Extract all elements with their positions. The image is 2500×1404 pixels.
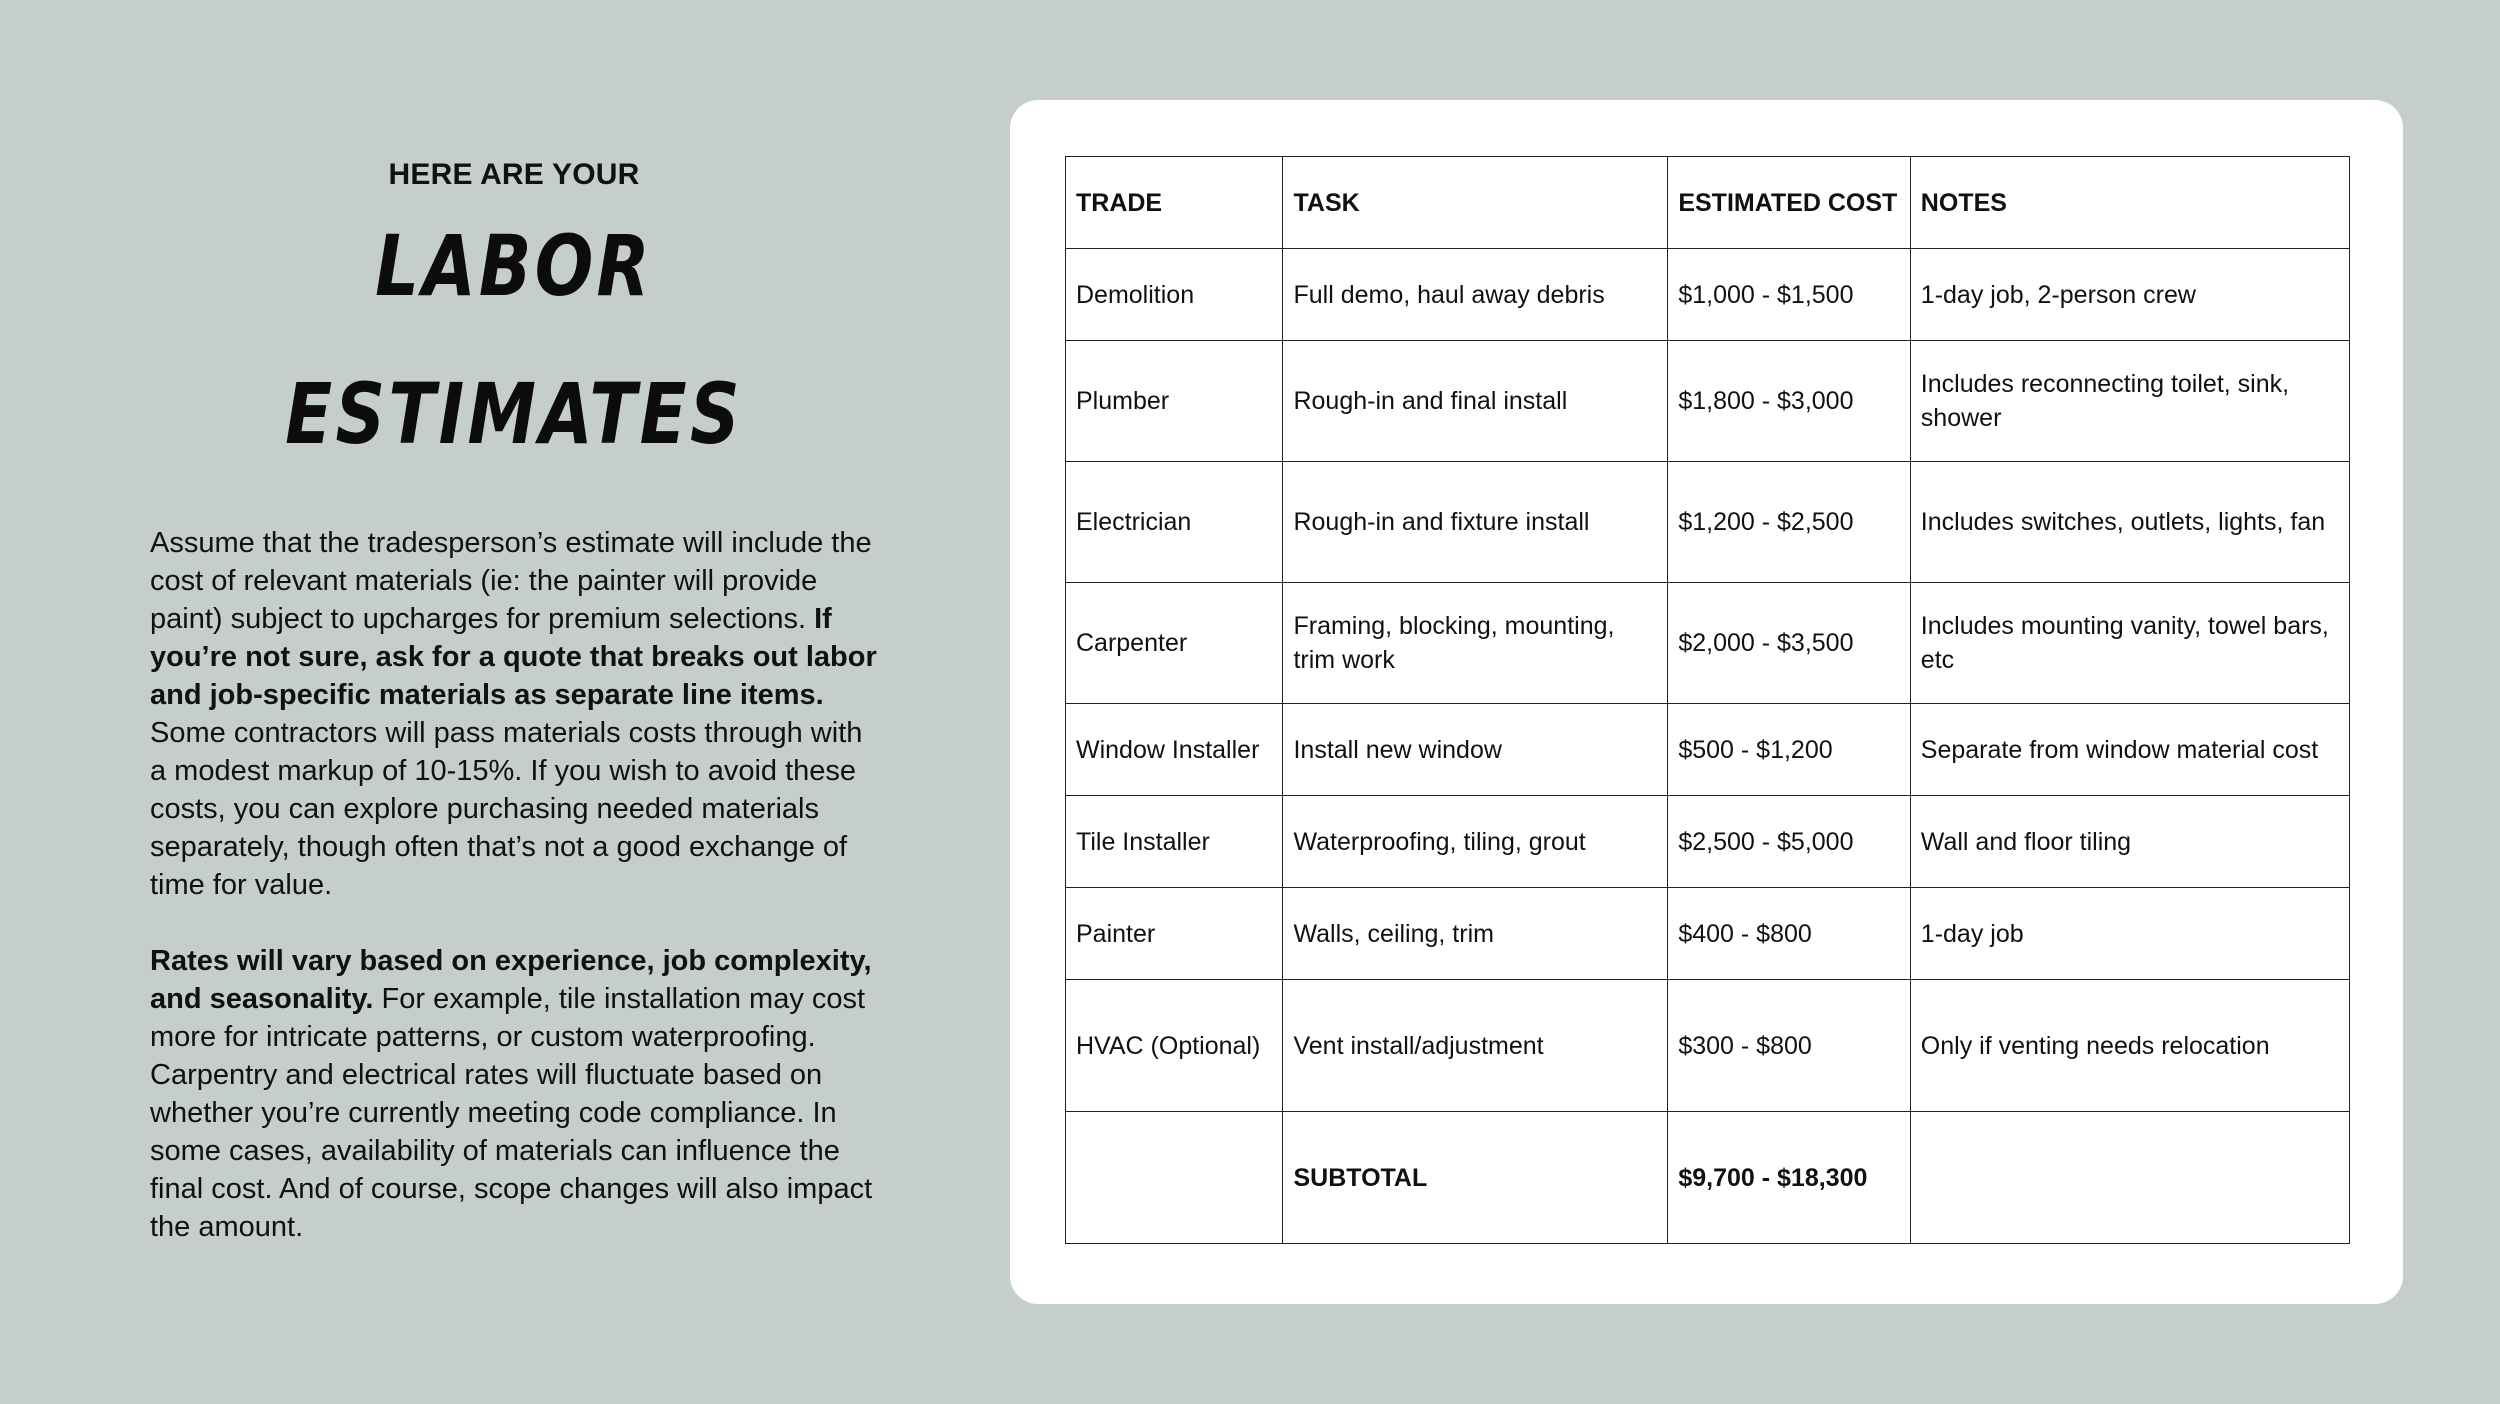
- subtotal-notes-cell: [1910, 1112, 2349, 1244]
- cell-trade: Painter: [1066, 888, 1283, 980]
- cell-trade: Window Installer: [1066, 704, 1283, 796]
- table-header-row: [1066, 157, 2350, 249]
- table-row: [1066, 888, 2350, 980]
- cell-trade: Demolition: [1066, 249, 1283, 341]
- cell-cost: $500 - $1,200: [1668, 704, 1910, 796]
- cell-task: Full demo, haul away debris: [1283, 249, 1668, 341]
- cell-notes: Separate from window material cost: [1910, 704, 2349, 796]
- cell-notes: 1-day job: [1910, 888, 2349, 980]
- cell-notes: Wall and floor tiling: [1910, 796, 2349, 888]
- cell-cost: $2,000 - $3,500: [1668, 583, 1910, 704]
- cell-notes: Includes reconnecting toilet, sink, shower: [1910, 341, 2349, 462]
- header-task: TASK: [1283, 157, 1668, 249]
- cell-notes: Includes switches, outlets, lights, fan: [1910, 462, 2349, 583]
- intro-column: [150, 150, 878, 1246]
- cell-task: Waterproofing, tiling, grout: [1283, 796, 1668, 888]
- cell-task: Vent install/adjustment: [1283, 980, 1668, 1112]
- header-estimated-cost: ESTIMATED COST: [1668, 157, 1910, 249]
- table-row: [1066, 583, 2350, 704]
- cell-task: Rough-in and fixture install: [1283, 462, 1668, 583]
- estimate-card: [1010, 100, 2403, 1304]
- subtotal-trade-cell: [1066, 1112, 1283, 1244]
- table-row: [1066, 796, 2350, 888]
- paragraph-materials-text-b: Some contractors will pass materials costs through with a modest markup of 10-15%. If you wish to avoid these costs, you can explore purchasing needed materials separately, though often that’s not a good exchange of time for value.: [150, 717, 863, 901]
- cell-cost: $1,200 - $2,500: [1668, 462, 1910, 583]
- title-line-estimates: ESTIMATES: [285, 365, 743, 463]
- paragraph-rates-text-b: For example, tile installation may cost more for intricate patterns, or custom waterproofing. Carpentry and electrical rates will fluctuate based on whether you’re currently meeting code compliance. In some cases, availability of materials can influence the final cost. And of course, scope changes will also impact the amount.: [150, 983, 873, 1243]
- cell-trade: Carpenter: [1066, 583, 1283, 704]
- cell-notes: Only if venting needs relocation: [1910, 980, 2349, 1112]
- table-row: [1066, 249, 2350, 341]
- cell-task: Framing, blocking, mounting, trim work: [1283, 583, 1668, 704]
- cell-cost: $300 - $800: [1668, 980, 1910, 1112]
- subtotal-cost: $9,700 - $18,300: [1668, 1112, 1910, 1244]
- cell-trade: Plumber: [1066, 341, 1283, 462]
- cell-cost: $1,800 - $3,000: [1668, 341, 1910, 462]
- paragraph-rates: [150, 942, 878, 1246]
- subtotal-label: SUBTOTAL: [1283, 1112, 1668, 1244]
- cell-task: Install new window: [1283, 704, 1668, 796]
- labor-estimate-table: [1065, 156, 2350, 1244]
- table-row: [1066, 341, 2350, 462]
- header-notes: NOTES: [1910, 157, 2349, 249]
- subtotal-row: [1066, 1112, 2350, 1244]
- paragraph-rates-bold: Rates will vary based on experience, job complexity, and seasonality.: [150, 945, 872, 1015]
- cell-cost: $2,500 - $5,000: [1668, 796, 1910, 888]
- table-row: [1066, 980, 2350, 1112]
- cell-task: Walls, ceiling, trim: [1283, 888, 1668, 980]
- paragraph-materials-bold: If you’re not sure, ask for a quote that breaks out labor and job-specific materials as separate line items.: [150, 603, 877, 711]
- page-title: [216, 192, 813, 488]
- table-row: [1066, 704, 2350, 796]
- cell-trade: Tile Installer: [1066, 796, 1283, 888]
- cell-notes: 1-day job, 2-person crew: [1910, 249, 2349, 341]
- paragraph-materials-text-a: Assume that the tradesperson’s estimate will include the cost of relevant materials (ie: the painter will provide paint) subject to upcharges for premium selections.: [150, 527, 872, 635]
- cell-trade: HVAC (Optional): [1066, 980, 1283, 1112]
- cell-cost: $400 - $800: [1668, 888, 1910, 980]
- cell-cost: $1,000 - $1,500: [1668, 249, 1910, 341]
- title-line-labor: LABOR: [375, 217, 653, 315]
- header-trade: TRADE: [1066, 157, 1283, 249]
- table-row: [1066, 462, 2350, 583]
- cell-task: Rough-in and final install: [1283, 341, 1668, 462]
- cell-notes: Includes mounting vanity, towel bars, etc: [1910, 583, 2349, 704]
- cell-trade: Electrician: [1066, 462, 1283, 583]
- paragraph-materials: [150, 524, 878, 904]
- eyebrow-heading: HERE ARE YOUR: [388, 158, 640, 191]
